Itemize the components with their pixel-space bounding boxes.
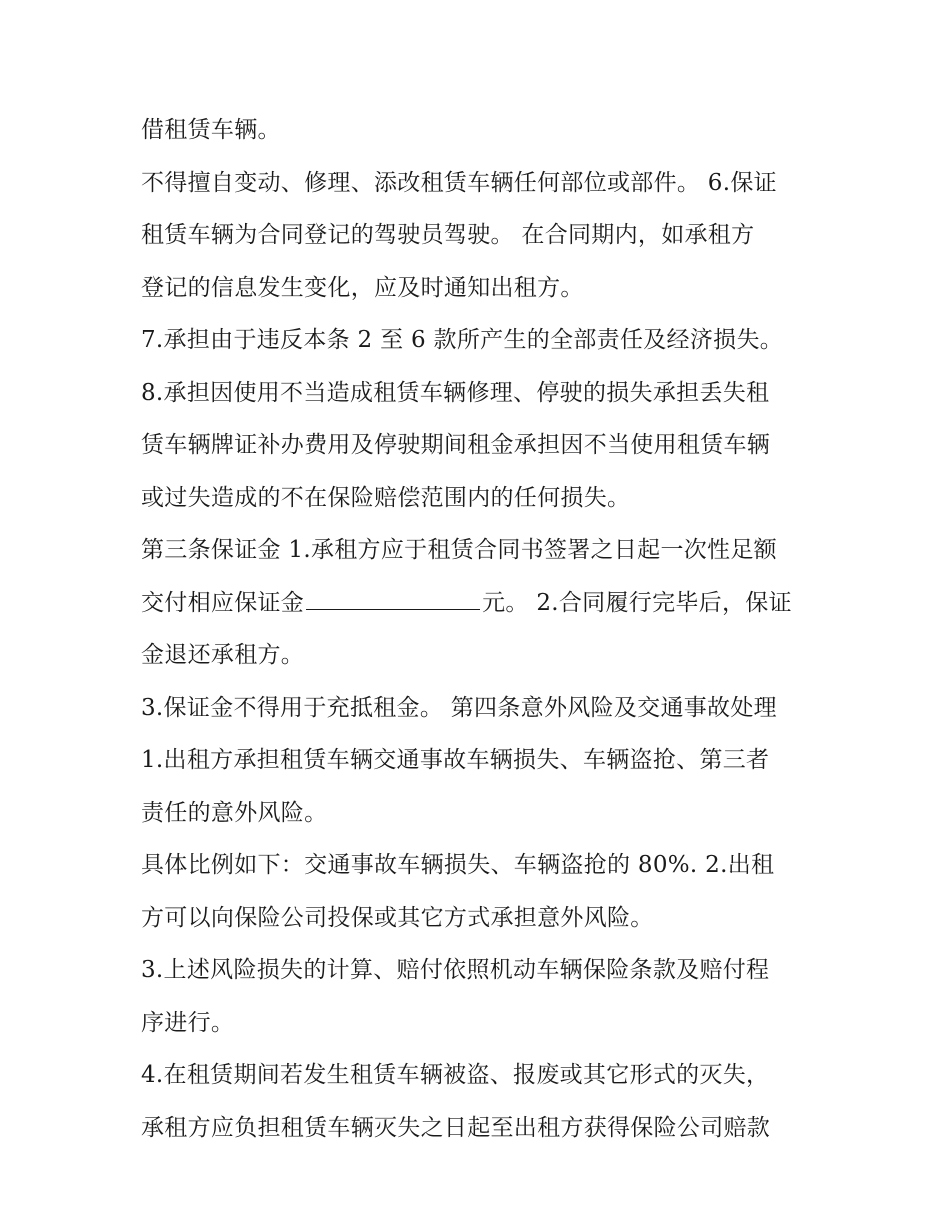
paragraph-line: 责任的意外风险。 [141,799,328,826]
paragraph-line: 方可以向保险公司投保或其它方式承担意外风险。 [141,904,654,931]
deposit-amount-blank [306,589,480,610]
paragraph-line: 赁车辆牌证补办费用及停驶期间租金承担因不当使用租赁车辆 [141,432,771,458]
paragraph-line: 8.承担因使用不当造成租赁车辆修理、停驶的损失承担丢失租 [141,379,770,406]
paragraph-line: 3.保证金不得用于充抵租金。 第四条意外风险及交通事故处理 [141,694,777,721]
paragraph-line: 租赁车辆为合同登记的驾驶员驾驶。 在合同期内，如承租方 [141,222,755,248]
paragraph-line: 或过失造成的不在保险赔偿范围内的任何损失。 [141,484,631,511]
paragraph-line: 金退还承租方。 [141,642,305,668]
paragraph-line: 登记的信息发生变化，应及时通知出租方。 [141,274,584,301]
paragraph-line: 具体比例如下：交通事故车辆损失、车辆盗抢的 80%. 2.出租 [141,852,775,878]
paragraph-line: 第三条保证金 1.承租方应于租赁合同书签署之日起一次性足额 [141,537,777,563]
paragraph-line-with-blank [141,577,821,630]
paragraph-line: 不得擅自变动、修理、添改租赁车辆任何部位或部件。 6.保证 [141,169,777,196]
deposit-label-tail: 元。 2.合同履行完毕后，保证 [482,589,792,616]
paragraph-line: 1.出租方承担租赁车辆交通事故车辆损失、车辆盗抢、第三者 [141,747,770,773]
paragraph-line: 7.承担由于违反本条 2 至 6 款所产生的全部责任及经济损失。 [141,327,784,353]
paragraph-line: 序进行。 [141,1009,235,1036]
paragraph-line: 承租方应负担租赁车辆灭失之日起至出租方获得保险公司赔款 [141,1114,771,1141]
deposit-label: 交付相应保证金 [141,589,305,616]
paragraph-line: 3.上述风险损失的计算、赔付依照机动车辆保险条款及赔付程 [141,957,770,983]
body-text [141,104,821,1154]
paragraph-line: 4.在租赁期间若发生租赁车辆被盗、报废或其它形式的灭失， [141,1062,770,1088]
paragraph-line: 借租赁车辆。 [141,117,281,143]
